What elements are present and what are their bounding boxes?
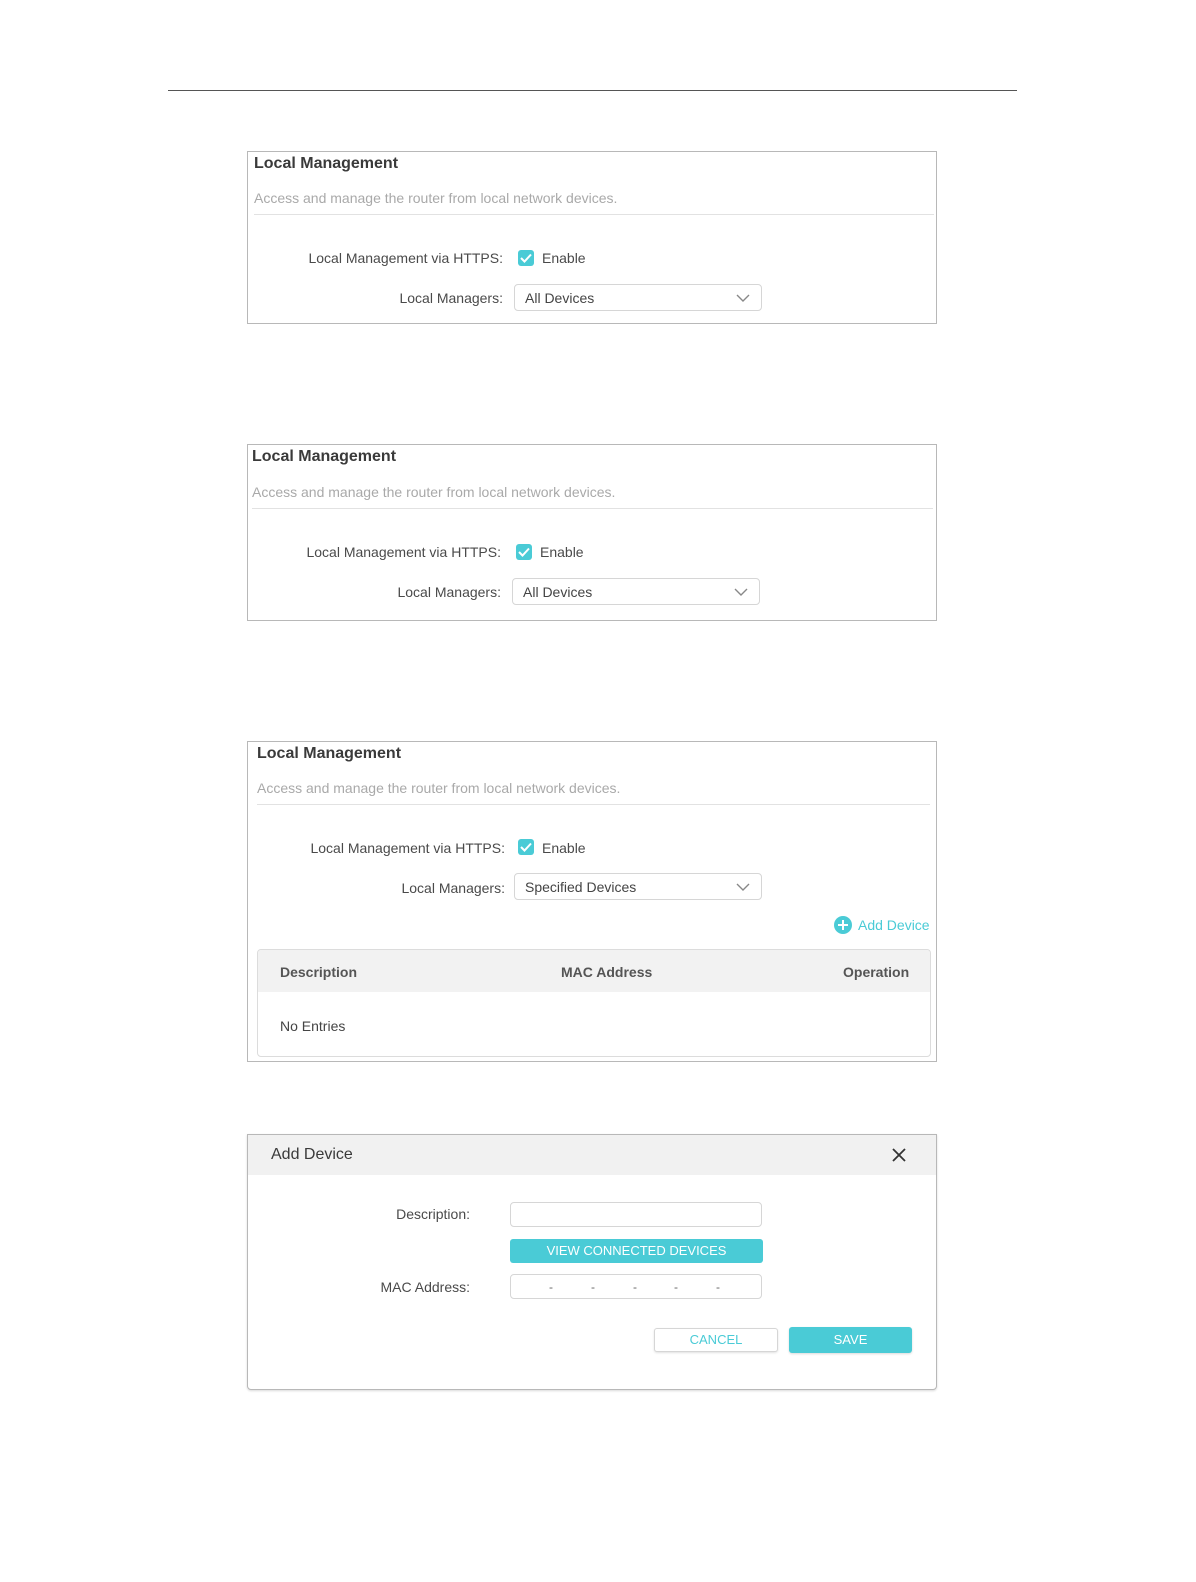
table-header	[258, 950, 930, 992]
dialog-header	[248, 1135, 936, 1175]
https-label: Local Management via HTTPS:	[310, 840, 505, 856]
panel-title: Local Management	[252, 448, 397, 465]
close-icon[interactable]	[890, 1146, 908, 1164]
local-managers-value: All Devices	[525, 290, 595, 306]
dialog-title: Add Device	[271, 1146, 353, 1163]
mac-separator: -	[674, 1280, 678, 1294]
https-label: Local Management via HTTPS:	[306, 544, 501, 560]
page-header-rule	[168, 90, 1017, 91]
chevron-down-icon	[734, 588, 748, 596]
panel-divider	[254, 214, 934, 215]
mac-separator: -	[633, 1280, 637, 1294]
view-connected-devices-button[interactable]: VIEW CONNECTED DEVICES	[510, 1239, 763, 1263]
check-icon	[520, 842, 532, 852]
local-managers-label: Local Managers:	[399, 290, 503, 306]
mac-separator: -	[591, 1280, 595, 1294]
column-header-operation: Operation	[843, 964, 910, 980]
local-management-panel-2	[247, 444, 937, 621]
mac-separator: -	[716, 1280, 720, 1294]
https-enable-label: Enable	[540, 544, 584, 560]
panel-subtitle: Access and manage the router from local network devices.	[257, 780, 621, 796]
check-icon	[520, 253, 532, 263]
add-device-link[interactable]	[834, 916, 930, 934]
local-managers-label: Local Managers:	[397, 584, 501, 600]
mac-separator: -	[549, 1280, 553, 1294]
local-management-panel-1	[247, 151, 937, 324]
save-button[interactable]: SAVE	[789, 1327, 912, 1353]
description-label: Description:	[396, 1206, 470, 1222]
table-empty-text: No Entries	[280, 1018, 346, 1034]
check-icon	[518, 547, 530, 557]
column-header-mac-address: MAC Address	[561, 964, 653, 980]
https-enable-label: Enable	[542, 250, 586, 266]
devices-table	[257, 949, 931, 1057]
https-enable-checkbox[interactable]	[518, 250, 534, 266]
add-device-label: Add Device	[858, 917, 930, 933]
add-circle-icon	[834, 916, 852, 934]
cancel-button[interactable]: CANCEL	[654, 1328, 778, 1352]
local-managers-label: Local Managers:	[401, 880, 505, 896]
https-enable-checkbox[interactable]	[516, 544, 532, 560]
column-header-description: Description	[280, 964, 358, 980]
panel-title: Local Management	[257, 745, 402, 762]
panel-subtitle: Access and manage the router from local network devices.	[254, 190, 618, 206]
local-managers-value: Specified Devices	[525, 879, 637, 895]
description-input[interactable]	[510, 1202, 762, 1227]
https-enable-label: Enable	[542, 840, 586, 856]
panel-subtitle: Access and manage the router from local network devices.	[252, 484, 616, 500]
local-managers-select[interactable]	[514, 873, 762, 900]
mac-address-label: MAC Address:	[380, 1279, 470, 1295]
local-managers-select[interactable]	[514, 284, 762, 311]
chevron-down-icon	[736, 883, 750, 891]
https-enable-checkbox[interactable]	[518, 839, 534, 855]
local-management-panel-3	[247, 741, 937, 1062]
local-managers-value: All Devices	[523, 584, 593, 600]
mac-address-input[interactable]	[510, 1274, 762, 1299]
panel-title: Local Management	[254, 155, 399, 172]
local-managers-select[interactable]	[512, 578, 760, 605]
panel-divider	[257, 804, 930, 805]
https-label: Local Management via HTTPS:	[308, 250, 503, 266]
chevron-down-icon	[736, 294, 750, 302]
panel-divider	[252, 508, 933, 509]
add-device-dialog	[247, 1134, 937, 1390]
